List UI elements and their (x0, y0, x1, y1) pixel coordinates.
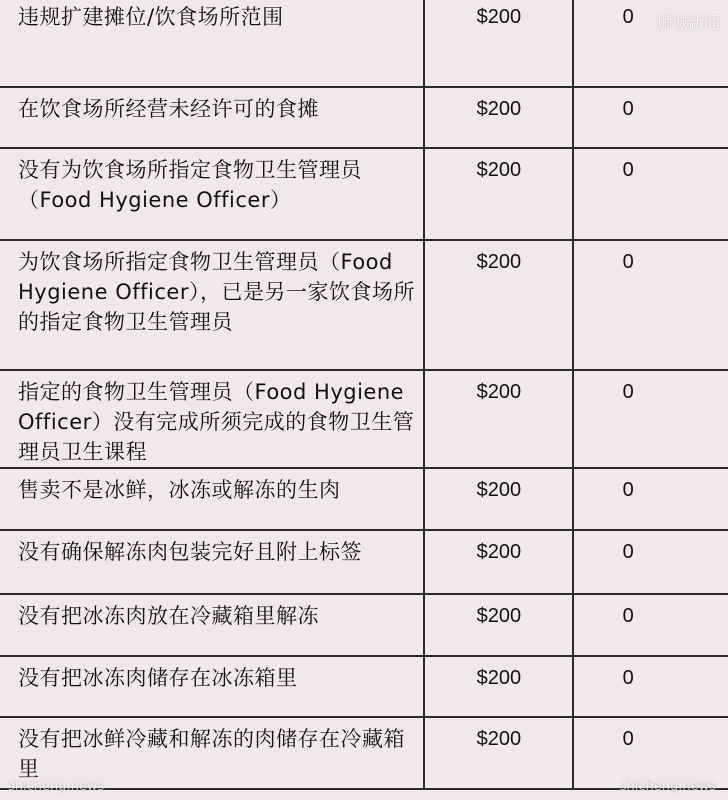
table-row (0, 656, 728, 717)
table-row (0, 717, 728, 789)
offence-description: 指定的食物卫生管理员（Food Hygiene Officer）没有完成所须完成的食物卫生管理员卫生课程 (0, 370, 424, 468)
fine-amount: $200 (424, 468, 573, 530)
offence-description: 售卖不是冰鲜，冰冻或解冻的生肉 (0, 468, 424, 530)
table-row (0, 370, 728, 468)
offence-description: 为饮食场所指定食物卫生管理员（Food Hygiene Officer），已是另一家饮食场所的指定食物卫生管理员 (0, 240, 424, 370)
table-row (0, 148, 728, 240)
offence-description: 违规扩建摊位/饮食场所范围 (0, 0, 424, 87)
offence-count: 0 (573, 0, 728, 87)
table-row (0, 530, 728, 594)
offence-count: 0 (573, 148, 728, 240)
fine-amount: $200 (424, 0, 573, 87)
fine-amount: $200 (424, 370, 573, 468)
watermark-logo-text: 狮城新闻 (655, 13, 720, 32)
watermark-url-left: shicheng.news (8, 779, 105, 794)
fine-amount: $200 (424, 530, 573, 594)
table-row (0, 240, 728, 370)
offence-count: 0 (573, 717, 728, 789)
fine-amount: $200 (424, 594, 573, 656)
table-row (0, 0, 728, 87)
offence-count: 0 (573, 594, 728, 656)
table-row (0, 594, 728, 656)
watermark-url-right: shicheng.news (619, 779, 716, 794)
offence-description: 没有把冰冻肉放在冷藏箱里解冻 (0, 594, 424, 656)
fine-amount: $200 (424, 717, 573, 789)
fine-amount: $200 (424, 148, 573, 240)
offence-count: 0 (573, 370, 728, 468)
offence-description: 没有确保解冻肉包装完好且附上标签 (0, 530, 424, 594)
offence-count: 0 (573, 468, 728, 530)
offence-description: 没有把冰冻肉储存在冰冻箱里 (0, 656, 424, 717)
offence-count: 0 (573, 240, 728, 370)
offence-count: 0 (573, 530, 728, 594)
table-row (0, 87, 728, 148)
table-row (0, 468, 728, 530)
offence-count: 0 (573, 656, 728, 717)
fine-amount: $200 (424, 656, 573, 717)
offence-description: 没有为饮食场所指定食物卫生管理员（Food Hygiene Officer） (0, 148, 424, 240)
offence-count: 0 (573, 87, 728, 148)
offence-description: 在饮食场所经营未经许可的食摊 (0, 87, 424, 148)
fine-amount: $200 (424, 240, 573, 370)
offence-description: 没有把冰鲜冷藏和解冻的肉储存在冷藏箱里 (0, 717, 424, 789)
fine-amount: $200 (424, 87, 573, 148)
